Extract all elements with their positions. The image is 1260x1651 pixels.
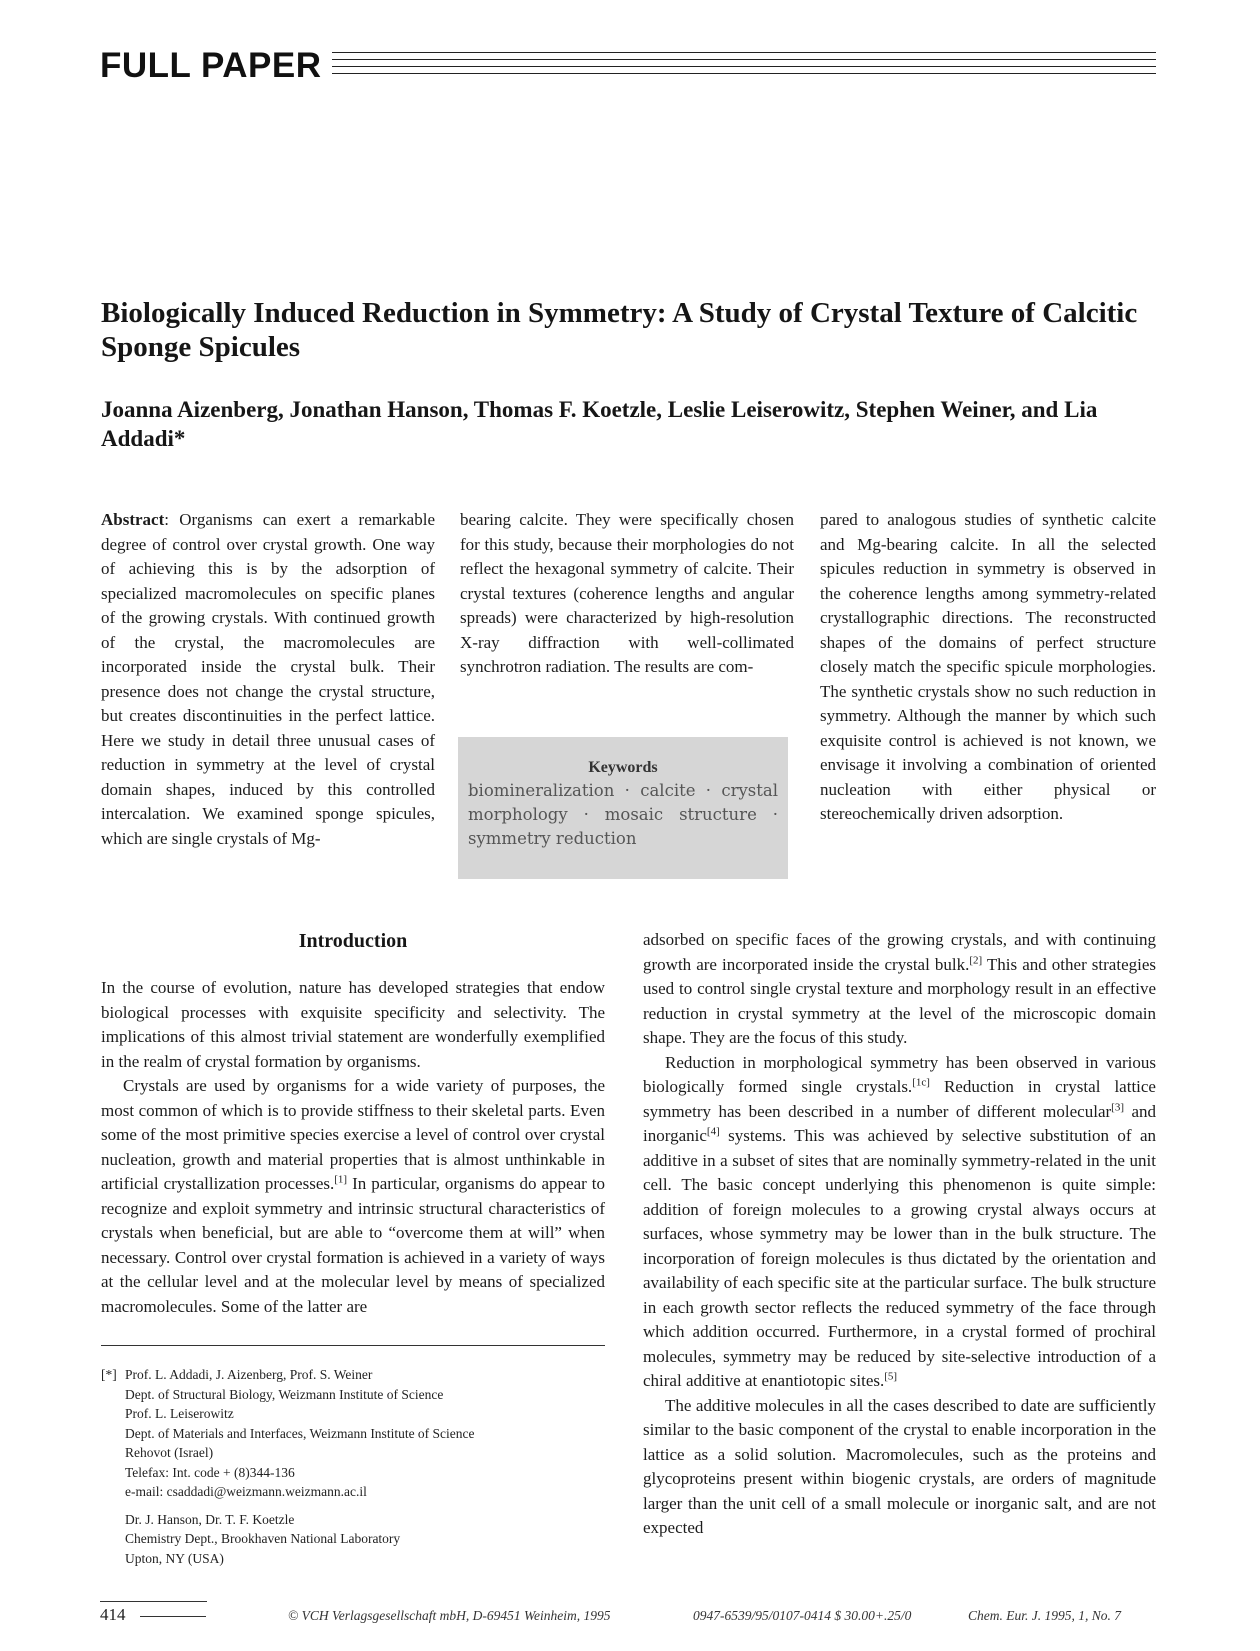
paper-title: Biologically Induced Reduction in Symmetry: A Study of Crystal Texture of Calcitic Sponge Spicules [101, 297, 1138, 363]
reference-mark: [1] [334, 1173, 348, 1186]
page-number-rule [100, 1601, 207, 1602]
abstract-label: Abstract [101, 510, 165, 529]
body-paragraph: Crystals are used by organisms for a wide variety of purposes, the most common of which is to provide stiffness to their skeletal parts. Even some of the most primitive species exercise a level of control over crystal nucleation, growth and material properties that is almost unthinkable in artificial crystallization processes.[1] In particular, organisms do appear to recognize and exploit symmetry and intrinsic structural characteristics of crystals when beneficial, but are able to “overcome them at will” when necessary. Control over crystal formation is achieved in a variety of ways at the cellular level and at the molecular level by means of specialized macromolecules. Some of the latter are [101, 1076, 605, 1316]
body-paragraph: The additive molecules in all the cases described to date are sufficiently similar to the basic component of the crystal to enable incorporation in the lattice as a solid solution. Macromolecules, such as the proteins and glycoproteins present within biogenic crystals, are orders of magnitude larger than the unit cell of a small molecule or inorganic salt, and are not expected [643, 1395, 1156, 1537]
introduction-heading: Introduction [298, 930, 408, 952]
reference-mark: [3] [1111, 1100, 1124, 1113]
publisher-line: © VCH Verlagsgesellschaft mbH, D-69451 Weinheim, 1995 [288, 1608, 611, 1623]
reference-mark: [5] [884, 1370, 898, 1383]
keywords-heading: Keywords [588, 759, 658, 776]
footnote-line: Dept. of Materials and Interfaces, Weizmann Institute of Science [125, 1425, 475, 1441]
abstract-column-3 [820, 508, 1156, 827]
body-column-2 [643, 928, 1156, 1541]
footnote-rule [101, 1345, 605, 1346]
footnote-line: Chemistry Dept., Brookhaven National Laboratory [125, 1531, 401, 1546]
abstract-text-3: pared to analogous studies of synthetic calcite and Mg-bearing calcite. In all the selected spicules reduction in symmetry is observed in the coherence lengths among symmetry-related crystallographic directions. The reconstructed shapes of the domains of perfect structure closely match the specific spicule morphologies. The synthetic crystals show no such reduction in symmetry. Although the manner by which such exquisite control is achieved is not known, we envisage it involving a combination of oriented nucleation with either physical or stereochemically driven adsorption. [820, 510, 1156, 823]
footnote-email: e-mail: csaddadi@weizmann.weizmann.ac.il [125, 1484, 367, 1499]
page-number-rule [140, 1616, 206, 1617]
footnote-mark: [*] [101, 1367, 117, 1382]
abstract-column-1 [101, 508, 435, 851]
keywords-list: biomineralization · calcite · crystal morphology · mosaic structure · symmetry reduction [468, 781, 778, 848]
body-paragraph: Reduction in morphological symmetry has been observed in various biologically formed single crystals.[1c] Reduction in crystal lattice symmetry has been described in a number of different molecular[3] and inorganic[4] systems. This was achieved by selective substitution of an additive in a subset of sites that are nominally symmetry-related in the unit cell. The basic concept underlying this phenomenon is quite simple: addition of foreign molecules to a growing crystal always occurs at surfaces, whose symmetry may be lower than in the bulk structure. The incorporation of foreign molecules is thus dictated by the orientation and availability of each specific site at the particular surface. The bulk structure in each growth sector reflects the reduced symmetry of the face through which addition occurred. Furthermore, in a crystal formed of prochiral molecules, symmetry may be reduced by site-selective introduction of a chiral additive at enantiotopic sites.[5] [643, 1052, 1157, 1390]
body-column-1 [101, 976, 605, 1319]
abstract-text-2: bearing calcite. They were specifically chosen for this study, because their morphologies do not reflect the hexagonal symmetry of calcite. Their crystal textures (coherence lengths and angular spreads) were characterized by high-resolution X-ray diffraction with well-collimated synchrotron radiation. The results are com- [460, 510, 794, 676]
footnote-line: Upton, NY (USA) [125, 1550, 224, 1566]
page-number: 414 [100, 1605, 126, 1624]
reference-mark: [2] [969, 953, 983, 966]
footnote-line: Prof. L. Leiserowitz [125, 1406, 234, 1421]
body-paragraph: adsorbed on specific faces of the growing crystals, and with continuing growth are incorporated inside the crystal bulk.[2] This and other strategies used to control single crystal texture and morphology result in an effective reduction in crystal symmetry at the level of the microscopic domain shape. They are the focus of this study. [643, 930, 1156, 1047]
reference-mark: [4] [706, 1125, 720, 1138]
journal-citation: Chem. Eur. J. 1995, 1, No. 7 [968, 1608, 1121, 1623]
article-code: 0947-6539/95/0107-0414 $ 30.00+.25/0 [693, 1608, 912, 1623]
footnote-line: Dept. of Structural Biology, Weizmann Institute of Science [125, 1386, 444, 1402]
footnote-line: Prof. L. Addadi, J. Aizenberg, Prof. S. Weiner [125, 1367, 373, 1382]
banner-rules [332, 52, 1156, 80]
author-affiliation-footnote [101, 1365, 611, 1568]
abstract-text-1: : Organisms can exert a remarkable degree of control over crystal growth. One way of achieving this is by the adsorption of specialized macromolecules on specific planes of the growing crystals. With continued growth of the crystal, the macromolecules are incorporated inside the crystal bulk. Their presence does not change the crystal structure, but creates discontinuities in the perfect lattice. Here we study in detail three unusual cases of reduction in symmetry at the level of crystal domain shapes, induced by this controlled intercalation. We examined sponge spicules, which are single crystals of Mg- [101, 510, 435, 848]
body-paragraph: In the course of evolution, nature has developed strategies that endow biological processes with exquisite specificity and selectivity. The implications of this almost trivial statement are wonderfully exemplified in the realm of crystal formation by organisms. [101, 978, 605, 1071]
author-list: Joanna Aizenberg, Jonathan Hanson, Thomas F. Koetzle, Leslie Leiserowitz, Stephen Weiner, and Lia Addadi* [101, 397, 1098, 451]
keywords-box [458, 737, 788, 879]
footnote-line: Rehovot (Israel) [125, 1445, 214, 1460]
section-banner: FULL PAPER [100, 46, 322, 85]
abstract-column-2 [460, 508, 794, 680]
footnote-line: Dr. J. Hanson, Dr. T. F. Koetzle [125, 1511, 295, 1527]
footnote-line: Telefax: Int. code + (8)344-136 [125, 1464, 295, 1480]
reference-mark: [1c] [912, 1076, 930, 1089]
